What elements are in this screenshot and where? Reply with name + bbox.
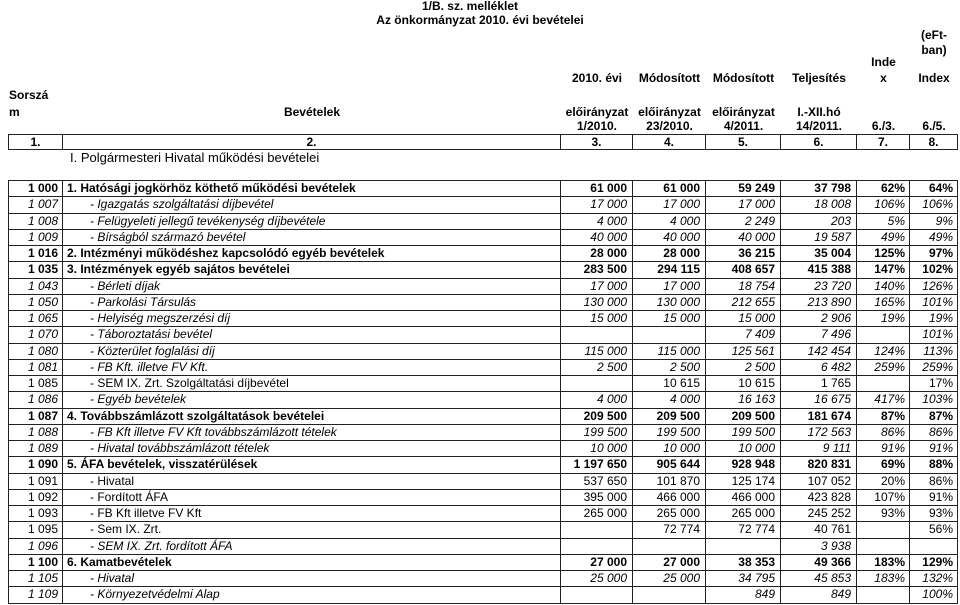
row-index-6-5: 56% xyxy=(910,522,958,537)
row-index-6-3: 62% xyxy=(857,181,910,196)
row-modositott-eloiranyzat-23-2010: 130 000 xyxy=(633,295,706,310)
row-modositott-eloiranyzat-23-2010: 15 000 xyxy=(633,311,706,326)
row-index-6-5: 91% xyxy=(910,441,958,456)
col-header-sorszam-line1: Sorszá xyxy=(9,88,49,102)
col-header-teljesites-line3: 14/2011. xyxy=(795,119,843,133)
row-index-6-5: 129% xyxy=(910,555,958,570)
row-index-6-5: 88% xyxy=(910,457,958,472)
table-row xyxy=(8,392,958,408)
row-modositott-eloiranyzat-23-2010: 61 000 xyxy=(633,181,706,196)
row-teljesites: 2 906 xyxy=(781,311,857,326)
row-teljesites: 820 831 xyxy=(781,457,857,472)
row-modositott-eloiranyzat-23-2010: 27 000 xyxy=(633,555,706,570)
row-sorszam: 1 092 xyxy=(8,490,63,505)
column-number: 1. xyxy=(8,135,63,149)
column-number: 4. xyxy=(633,135,706,149)
row-teljesites: 9 111 xyxy=(781,441,857,456)
row-index-6-3: 19% xyxy=(857,311,910,326)
row-index-6-3: 165% xyxy=(857,295,910,310)
row-index-6-5: 126% xyxy=(910,279,958,294)
row-eredeti-eloiranyzat: 265 000 xyxy=(561,506,633,521)
row-label: 5. ÁFA bevételek, visszatérülések xyxy=(63,457,561,472)
row-label: - Hivatal továbbszámlázott tételek xyxy=(63,441,561,456)
row-index-6-3: 49% xyxy=(857,230,910,245)
row-sorszam: 1 035 xyxy=(8,262,63,277)
row-label: - Helyiség megszerzési díj xyxy=(63,311,561,326)
col-header-modositott-1-line2: előirányzat xyxy=(638,105,701,119)
row-label: 1. Hatósági jogkörhöz köthető működési bevételek xyxy=(63,181,561,196)
row-label: - Fordított ÁFA xyxy=(63,490,561,505)
row-sorszam: 1 009 xyxy=(8,230,63,245)
row-modositott-eloiranyzat-23-2010: 4 000 xyxy=(633,392,706,407)
row-sorszam: 1 100 xyxy=(8,555,63,570)
column-number: 3. xyxy=(561,135,633,149)
row-label: - Felügyeleti jellegű tevékenység díjbevétele xyxy=(63,214,561,229)
row-sorszam: 1 085 xyxy=(8,376,63,391)
row-modositott-eloiranyzat-4-2011: 10 000 xyxy=(706,441,781,456)
row-sorszam: 1 008 xyxy=(8,214,63,229)
row-modositott-eloiranyzat-23-2010: 10 615 xyxy=(633,376,706,391)
row-modositott-eloiranyzat-23-2010 xyxy=(633,587,706,602)
row-modositott-eloiranyzat-23-2010: 4 000 xyxy=(633,214,706,229)
row-modositott-eloiranyzat-4-2011: 928 948 xyxy=(706,457,781,472)
row-label: - Bérleti díjak xyxy=(63,279,561,294)
row-eredeti-eloiranyzat: 283 500 xyxy=(561,262,633,277)
row-label: - Parkolási Társulás xyxy=(63,295,561,310)
col-header-index-6-3-line2: x xyxy=(880,71,887,85)
column-number: 6. xyxy=(781,135,857,149)
row-modositott-eloiranyzat-4-2011: 212 655 xyxy=(706,295,781,310)
row-label: - Hivatal xyxy=(63,571,561,586)
col-header-index-6-5-line3: 6./5. xyxy=(922,119,946,133)
row-teljesites: 245 252 xyxy=(781,506,857,521)
table-row xyxy=(8,490,958,506)
row-sorszam: 1 007 xyxy=(8,197,63,212)
row-label: 2. Intézményi működéshez kapcsolódó egyéb bevételek xyxy=(63,246,561,261)
row-modositott-eloiranyzat-23-2010: 25 000 xyxy=(633,571,706,586)
row-sorszam: 1 090 xyxy=(8,457,63,472)
row-sorszam: 1 095 xyxy=(8,522,63,537)
row-teljesites: 423 828 xyxy=(781,490,857,505)
row-index-6-5: 19% xyxy=(910,311,958,326)
col-header-modositott-2-line3: 4/2011. xyxy=(723,119,764,133)
table-row xyxy=(8,279,958,295)
row-modositott-eloiranyzat-4-2011: 125 174 xyxy=(706,474,781,489)
row-index-6-3: 86% xyxy=(857,425,910,440)
col-header-eredeti-eloiranyzat-line3: 1/2010. xyxy=(576,119,618,133)
row-modositott-eloiranyzat-23-2010: 199 500 xyxy=(633,425,706,440)
row-index-6-5: 93% xyxy=(910,506,958,521)
row-index-6-3: 183% xyxy=(857,571,910,586)
row-index-6-5: 87% xyxy=(910,409,958,424)
row-index-6-5: 17% xyxy=(910,376,958,391)
row-index-6-3: 147% xyxy=(857,262,910,277)
row-modositott-eloiranyzat-23-2010: 209 500 xyxy=(633,409,706,424)
row-index-6-5: 9% xyxy=(910,214,958,229)
row-label: - FB Kft. illetve FV Kft. xyxy=(63,360,561,375)
column-numbering-row xyxy=(8,134,958,150)
row-modositott-eloiranyzat-4-2011: 59 249 xyxy=(706,181,781,196)
col-header-sorszam-line2: m xyxy=(9,105,20,119)
row-eredeti-eloiranyzat: 1 197 650 xyxy=(561,457,633,472)
row-eredeti-eloiranyzat: 25 000 xyxy=(561,571,633,586)
row-modositott-eloiranyzat-23-2010: 72 774 xyxy=(633,522,706,537)
row-index-6-3: 93% xyxy=(857,506,910,521)
row-index-6-3 xyxy=(857,587,910,602)
col-header-eredeti-eloiranyzat-line1: 2010. évi xyxy=(571,71,623,85)
row-index-6-3: 140% xyxy=(857,279,910,294)
row-eredeti-eloiranyzat: 15 000 xyxy=(561,311,633,326)
row-eredeti-eloiranyzat: 17 000 xyxy=(561,279,633,294)
column-number: 2. xyxy=(63,135,561,149)
row-modositott-eloiranyzat-23-2010: 17 000 xyxy=(633,279,706,294)
row-teljesites: 203 xyxy=(781,214,857,229)
row-sorszam: 1 091 xyxy=(8,474,63,489)
row-label: - Igazgatás szolgáltatási díjbevétel xyxy=(63,197,561,212)
row-teljesites: 18 008 xyxy=(781,197,857,212)
row-index-6-3: 107% xyxy=(857,490,910,505)
row-index-6-3: 106% xyxy=(857,197,910,212)
row-modositott-eloiranyzat-4-2011: 15 000 xyxy=(706,311,781,326)
row-sorszam: 1 093 xyxy=(8,506,63,521)
table-row xyxy=(8,230,958,246)
row-index-6-3 xyxy=(857,327,910,342)
row-teljesites: 107 052 xyxy=(781,474,857,489)
row-sorszam: 1 086 xyxy=(8,392,63,407)
row-modositott-eloiranyzat-4-2011: 10 615 xyxy=(706,376,781,391)
row-index-6-3: 69% xyxy=(857,457,910,472)
row-sorszam: 1 043 xyxy=(8,279,63,294)
row-label: - SEM IX. Zrt. fordított ÁFA xyxy=(63,539,561,554)
row-eredeti-eloiranyzat: 4 000 xyxy=(561,392,633,407)
row-label: - Táboroztatási bevétel xyxy=(63,327,561,342)
row-index-6-3: 20% xyxy=(857,474,910,489)
row-modositott-eloiranyzat-4-2011: 849 xyxy=(706,587,781,602)
row-modositott-eloiranyzat-23-2010: 17 000 xyxy=(633,197,706,212)
row-teljesites: 49 366 xyxy=(781,555,857,570)
row-label: - FB Kft illetve FV Kft továbbszámlázott tételek xyxy=(63,425,561,440)
row-label: - SEM IX. Zrt. Szolgáltatási díjbevétel xyxy=(63,376,561,391)
row-modositott-eloiranyzat-4-2011: 125 561 xyxy=(706,344,781,359)
table-row xyxy=(8,457,958,473)
row-eredeti-eloiranyzat xyxy=(561,522,633,537)
row-modositott-eloiranyzat-23-2010: 115 000 xyxy=(633,344,706,359)
row-modositott-eloiranyzat-4-2011: 40 000 xyxy=(706,230,781,245)
row-eredeti-eloiranyzat: 115 000 xyxy=(561,344,633,359)
row-modositott-eloiranyzat-23-2010: 40 000 xyxy=(633,230,706,245)
row-modositott-eloiranyzat-4-2011: 466 000 xyxy=(706,490,781,505)
table-row xyxy=(8,197,958,213)
row-sorszam: 1 000 xyxy=(8,181,63,196)
row-teljesites: 415 388 xyxy=(781,262,857,277)
row-sorszam: 1 080 xyxy=(8,344,63,359)
column-number: 8. xyxy=(910,135,958,149)
col-header-index-6-3-line3: 6./3. xyxy=(871,119,896,133)
row-eredeti-eloiranyzat: 27 000 xyxy=(561,555,633,570)
row-sorszam: 1 065 xyxy=(8,311,63,326)
row-index-6-5: 100% xyxy=(910,587,958,602)
row-eredeti-eloiranyzat: 40 000 xyxy=(561,230,633,245)
row-eredeti-eloiranyzat: 28 000 xyxy=(561,246,633,261)
row-teljesites: 35 004 xyxy=(781,246,857,261)
table-row xyxy=(8,311,958,327)
row-index-6-5: 64% xyxy=(910,181,958,196)
row-eredeti-eloiranyzat xyxy=(561,376,633,391)
row-modositott-eloiranyzat-4-2011: 38 353 xyxy=(706,555,781,570)
table-row xyxy=(8,214,958,230)
table-row xyxy=(8,246,958,262)
table-row xyxy=(8,425,958,441)
row-teljesites: 3 938 xyxy=(781,539,857,554)
row-modositott-eloiranyzat-23-2010: 101 870 xyxy=(633,474,706,489)
row-modositott-eloiranyzat-4-2011: 7 409 xyxy=(706,327,781,342)
col-header-modositott-2-line2: előirányzat xyxy=(712,105,775,119)
col-header-eredeti-eloiranyzat-line2: előirányzat xyxy=(565,105,629,119)
col-header-teljesites-line1: Teljesítés xyxy=(792,71,846,85)
row-teljesites: 23 720 xyxy=(781,279,857,294)
row-index-6-5: 113% xyxy=(910,344,958,359)
row-eredeti-eloiranyzat xyxy=(561,587,633,602)
row-teljesites: 40 761 xyxy=(781,522,857,537)
row-modositott-eloiranyzat-4-2011: 209 500 xyxy=(706,409,781,424)
col-header-modositott-1-line1: Módosított xyxy=(638,71,701,85)
row-index-6-5 xyxy=(910,539,958,554)
row-sorszam: 1 096 xyxy=(8,539,63,554)
table-row xyxy=(8,587,958,603)
row-eredeti-eloiranyzat: 537 650 xyxy=(561,474,633,489)
row-modositott-eloiranyzat-4-2011 xyxy=(706,539,781,554)
col-header-index-6-5-line1: Index xyxy=(918,71,950,85)
row-label: - Egyéb bevételek xyxy=(63,392,561,407)
row-teljesites: 172 563 xyxy=(781,425,857,440)
row-teljesites: 6 482 xyxy=(781,360,857,375)
row-modositott-eloiranyzat-23-2010: 265 000 xyxy=(633,506,706,521)
row-eredeti-eloiranyzat: 10 000 xyxy=(561,441,633,456)
row-eredeti-eloiranyzat: 130 000 xyxy=(561,295,633,310)
row-index-6-3: 5% xyxy=(857,214,910,229)
row-modositott-eloiranyzat-4-2011: 199 500 xyxy=(706,425,781,440)
annex-label: 1/B. sz. melléklet xyxy=(421,0,519,13)
row-index-6-5: 86% xyxy=(910,474,958,489)
row-modositott-eloiranyzat-23-2010 xyxy=(633,327,706,342)
row-eredeti-eloiranyzat: 395 000 xyxy=(561,490,633,505)
row-index-6-3: 417% xyxy=(857,392,910,407)
row-modositott-eloiranyzat-4-2011: 408 657 xyxy=(706,262,781,277)
row-teljesites: 849 xyxy=(781,587,857,602)
table-row xyxy=(8,409,958,425)
row-eredeti-eloiranyzat: 2 500 xyxy=(561,360,633,375)
row-label: - Közterület foglalási díj xyxy=(63,344,561,359)
row-label: - FB Kft illetve FV Kft xyxy=(63,506,561,521)
row-index-6-5: 106% xyxy=(910,197,958,212)
row-modositott-eloiranyzat-4-2011: 2 500 xyxy=(706,360,781,375)
row-index-6-5: 103% xyxy=(910,392,958,407)
row-modositott-eloiranyzat-4-2011: 34 795 xyxy=(706,571,781,586)
row-index-6-5: 97% xyxy=(910,246,958,261)
table-row xyxy=(8,376,958,392)
row-index-6-5: 101% xyxy=(910,327,958,342)
row-index-6-5: 102% xyxy=(910,262,958,277)
row-sorszam: 1 081 xyxy=(8,360,63,375)
row-modositott-eloiranyzat-23-2010: 10 000 xyxy=(633,441,706,456)
row-index-6-3: 259% xyxy=(857,360,910,375)
row-label: - Sem IX. Zrt. xyxy=(63,522,561,537)
row-modositott-eloiranyzat-4-2011: 18 754 xyxy=(706,279,781,294)
row-sorszam: 1 050 xyxy=(8,295,63,310)
row-eredeti-eloiranyzat xyxy=(561,539,633,554)
row-index-6-3 xyxy=(857,522,910,537)
row-label: - Bírságból származó bevétel xyxy=(63,230,561,245)
row-index-6-5: 259% xyxy=(910,360,958,375)
page-title: Az önkormányzat 2010. évi bevételei xyxy=(376,13,584,27)
row-eredeti-eloiranyzat: 4 000 xyxy=(561,214,633,229)
row-sorszam: 1 105 xyxy=(8,571,63,586)
row-index-6-3: 124% xyxy=(857,344,910,359)
unit-label-line2: ban) xyxy=(921,43,947,57)
row-modositott-eloiranyzat-23-2010: 905 644 xyxy=(633,457,706,472)
row-modositott-eloiranyzat-4-2011: 2 249 xyxy=(706,214,781,229)
row-label: 4. Továbbszámlázott szolgáltatások bevételei xyxy=(63,409,561,424)
row-modositott-eloiranyzat-23-2010: 28 000 xyxy=(633,246,706,261)
row-modositott-eloiranyzat-23-2010 xyxy=(633,539,706,554)
row-index-6-5: 132% xyxy=(910,571,958,586)
row-teljesites: 142 454 xyxy=(781,344,857,359)
row-index-6-3: 87% xyxy=(857,409,910,424)
row-index-6-5: 49% xyxy=(910,230,958,245)
row-teljesites: 181 674 xyxy=(781,409,857,424)
row-modositott-eloiranyzat-4-2011: 16 163 xyxy=(706,392,781,407)
table-row xyxy=(8,571,958,587)
col-header-modositott-1-line3: 23/2010. xyxy=(646,119,693,133)
table-row xyxy=(8,522,958,538)
row-teljesites: 19 587 xyxy=(781,230,857,245)
column-number: 7. xyxy=(857,135,910,149)
table-row xyxy=(8,295,958,311)
unit-label-line1: (eFt- xyxy=(921,28,947,42)
table-row xyxy=(8,474,958,490)
col-header-modositott-2-line1: Módosított xyxy=(712,71,775,85)
row-label: 6. Kamatbevételek xyxy=(63,555,561,570)
row-sorszam: 1 087 xyxy=(8,409,63,424)
row-modositott-eloiranyzat-23-2010: 294 115 xyxy=(633,262,706,277)
row-sorszam: 1 089 xyxy=(8,441,63,456)
row-eredeti-eloiranyzat: 17 000 xyxy=(561,197,633,212)
section-title: I. Polgármesteri Hivatal működési bevételei xyxy=(70,150,320,165)
column-number: 5. xyxy=(706,135,781,149)
col-header-bevetelek: Bevételek xyxy=(283,105,341,119)
table-row xyxy=(8,539,958,555)
row-label: - Hivatal xyxy=(63,474,561,489)
row-eredeti-eloiranyzat: 209 500 xyxy=(561,409,633,424)
row-modositott-eloiranyzat-4-2011: 36 215 xyxy=(706,246,781,261)
table-row xyxy=(8,344,958,360)
row-index-6-3: 183% xyxy=(857,555,910,570)
row-modositott-eloiranyzat-4-2011: 265 000 xyxy=(706,506,781,521)
row-modositott-eloiranyzat-4-2011: 17 000 xyxy=(706,197,781,212)
table-row xyxy=(8,262,958,278)
table-row xyxy=(8,181,958,197)
row-eredeti-eloiranyzat: 61 000 xyxy=(561,181,633,196)
row-sorszam: 1 109 xyxy=(8,587,63,602)
row-modositott-eloiranyzat-23-2010: 2 500 xyxy=(633,360,706,375)
row-index-6-5: 91% xyxy=(910,490,958,505)
row-eredeti-eloiranyzat xyxy=(561,327,633,342)
row-sorszam: 1 016 xyxy=(8,246,63,261)
row-index-6-3: 91% xyxy=(857,441,910,456)
row-modositott-eloiranyzat-23-2010: 466 000 xyxy=(633,490,706,505)
row-teljesites: 7 496 xyxy=(781,327,857,342)
row-index-6-5: 101% xyxy=(910,295,958,310)
row-eredeti-eloiranyzat: 199 500 xyxy=(561,425,633,440)
row-teljesites: 45 853 xyxy=(781,571,857,586)
row-index-6-3 xyxy=(857,376,910,391)
table-row xyxy=(8,360,958,376)
row-label: - Környezetvédelmi Alap xyxy=(63,587,561,602)
row-teljesites: 213 890 xyxy=(781,295,857,310)
col-header-teljesites-line2: I.-XII.hó xyxy=(797,105,841,119)
row-sorszam: 1 070 xyxy=(8,327,63,342)
table-row xyxy=(8,555,958,571)
col-header-index-6-3-line1: Inde xyxy=(871,55,896,69)
table-row xyxy=(8,327,958,343)
row-label: 3. Intézmények egyéb sajátos bevételei xyxy=(63,262,561,277)
row-index-6-3 xyxy=(857,539,910,554)
row-modositott-eloiranyzat-4-2011: 72 774 xyxy=(706,522,781,537)
row-index-6-5: 86% xyxy=(910,425,958,440)
revenue-table xyxy=(8,180,958,604)
row-teljesites: 1 765 xyxy=(781,376,857,391)
row-sorszam: 1 088 xyxy=(8,425,63,440)
row-index-6-3: 125% xyxy=(857,246,910,261)
row-teljesites: 16 675 xyxy=(781,392,857,407)
table-row xyxy=(8,506,958,522)
row-teljesites: 37 798 xyxy=(781,181,857,196)
table-row xyxy=(8,441,958,457)
